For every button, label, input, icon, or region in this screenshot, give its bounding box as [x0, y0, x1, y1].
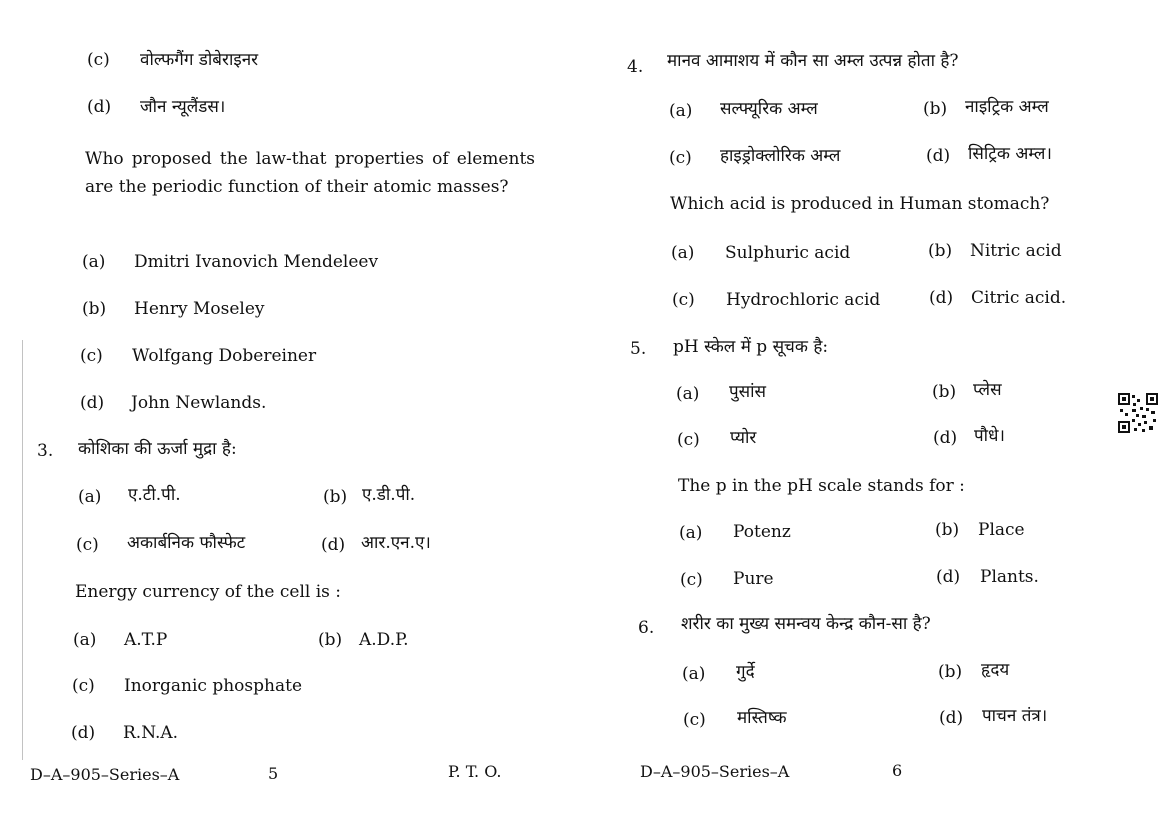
option-text: A.D.P. [359, 630, 409, 650]
question-text: मानव आमाशय में कौन सा अम्ल उत्पन्न होता है? [667, 51, 959, 71]
option-label: (a) [671, 243, 695, 263]
option-text: ए.डी.पी. [362, 485, 416, 505]
option-label: (c) [677, 430, 700, 450]
option-label: (d) [71, 723, 96, 743]
option-label: (c) [76, 535, 99, 555]
option-label: (b) [935, 520, 960, 540]
option-label: (d) [87, 97, 112, 117]
option-text: Citric acid. [971, 288, 1067, 308]
page-number: 5 [268, 764, 279, 783]
option-label: (d) [939, 708, 964, 728]
question-number: 5. [630, 339, 647, 359]
option-text: Potenz [733, 522, 791, 542]
option-label: (d) [933, 428, 958, 448]
option-text: Henry Moseley [134, 299, 265, 319]
option-text: पुसांस [729, 382, 767, 402]
option-label: (c) [669, 148, 692, 168]
option-text: गुर्दे [736, 662, 755, 682]
qr-code-icon [1118, 393, 1158, 433]
question-text: The p in the pH scale stands for : [678, 476, 965, 496]
footer-code: D–A–905–Series–A [640, 762, 790, 781]
option-label: (a) [682, 664, 706, 684]
option-text: Nitric acid [970, 241, 1062, 261]
option-text: R.N.A. [123, 723, 179, 743]
option-text: नाइट्रिक अम्ल [965, 97, 1049, 117]
option-text: Sulphuric acid [725, 243, 851, 263]
option-label: (c) [683, 710, 706, 730]
option-label: (b) [938, 662, 963, 682]
option-label: (a) [82, 252, 106, 272]
option-text: पौधे। [974, 426, 1005, 446]
option-label: (a) [676, 384, 700, 404]
option-label: (d) [936, 567, 961, 587]
option-label: (d) [926, 146, 951, 166]
option-text: हाइड्रोक्लोरिक अम्ल [720, 146, 841, 166]
page-number: 6 [892, 761, 903, 780]
option-label: (b) [923, 99, 948, 119]
option-text: प्लेस [973, 380, 1002, 400]
option-label: (b) [82, 299, 107, 319]
option-label: (d) [321, 535, 346, 555]
option-text: आर.एन.ए। [361, 533, 431, 553]
option-label: (c) [672, 290, 695, 310]
question-text: Energy currency of the cell is : [75, 582, 342, 602]
option-label: (b) [928, 241, 953, 261]
option-text: A.T.P [124, 630, 168, 650]
option-text: वोल्फगैंग डोबेराइनर [140, 50, 259, 70]
option-label: (d) [929, 288, 954, 308]
option-label: (b) [323, 487, 348, 507]
option-text: हृदय [981, 660, 1010, 680]
option-text: पाचन तंत्र। [982, 706, 1048, 726]
option-text: Place [978, 520, 1025, 540]
footer-code: D–A–905–Series–A [30, 765, 180, 784]
option-text: प्योर [730, 428, 757, 448]
question-text: Which acid is produced in Human stomach? [670, 194, 1050, 214]
question-number: 4. [627, 57, 644, 77]
option-label: (a) [679, 523, 703, 543]
option-text: Inorganic phosphate [124, 676, 303, 696]
page-edge-line [22, 340, 23, 760]
option-label: (a) [78, 487, 102, 507]
option-label: (b) [932, 382, 957, 402]
option-text: अकार्बनिक फौस्फेट [127, 533, 246, 553]
option-text: Hydrochloric acid [726, 290, 881, 310]
option-text: Pure [733, 569, 774, 589]
option-label: (c) [72, 676, 95, 696]
option-label: (c) [87, 50, 110, 70]
pto-marker: P. T. O. [448, 762, 502, 781]
question-text: कोशिका की ऊर्जा मुद्रा है: [78, 439, 237, 459]
question-text: pH स्केल में p सूचक है: [673, 337, 829, 357]
option-label: (c) [80, 346, 103, 366]
option-text: Dmitri Ivanovich Mendeleev [134, 252, 379, 272]
option-text: Wolfgang Dobereiner [132, 346, 317, 366]
option-text: मस्तिष्क [737, 708, 787, 728]
option-label: (b) [318, 630, 343, 650]
question-number: 6. [638, 618, 655, 638]
option-label: (a) [669, 101, 693, 121]
option-text: सिट्रिक अम्ल। [968, 144, 1052, 164]
option-text: सल्फ्यूरिक अम्ल [720, 99, 818, 119]
option-label: (a) [73, 630, 97, 650]
option-text: John Newlands. [131, 393, 267, 413]
question-number: 3. [37, 441, 54, 461]
option-text: जौन न्यूलैंडस। [140, 97, 226, 117]
question-text: शरीर का मुख्य समन्वय केन्द्र कौन-सा है? [681, 614, 931, 634]
option-text: Plants. [980, 567, 1039, 587]
option-label: (c) [680, 570, 703, 590]
question-text: Who proposed the law-that properties of elements are the periodic function of their atomic masses? [85, 149, 535, 197]
option-label: (d) [80, 393, 105, 413]
option-text: ए.टी.पी. [128, 485, 181, 505]
